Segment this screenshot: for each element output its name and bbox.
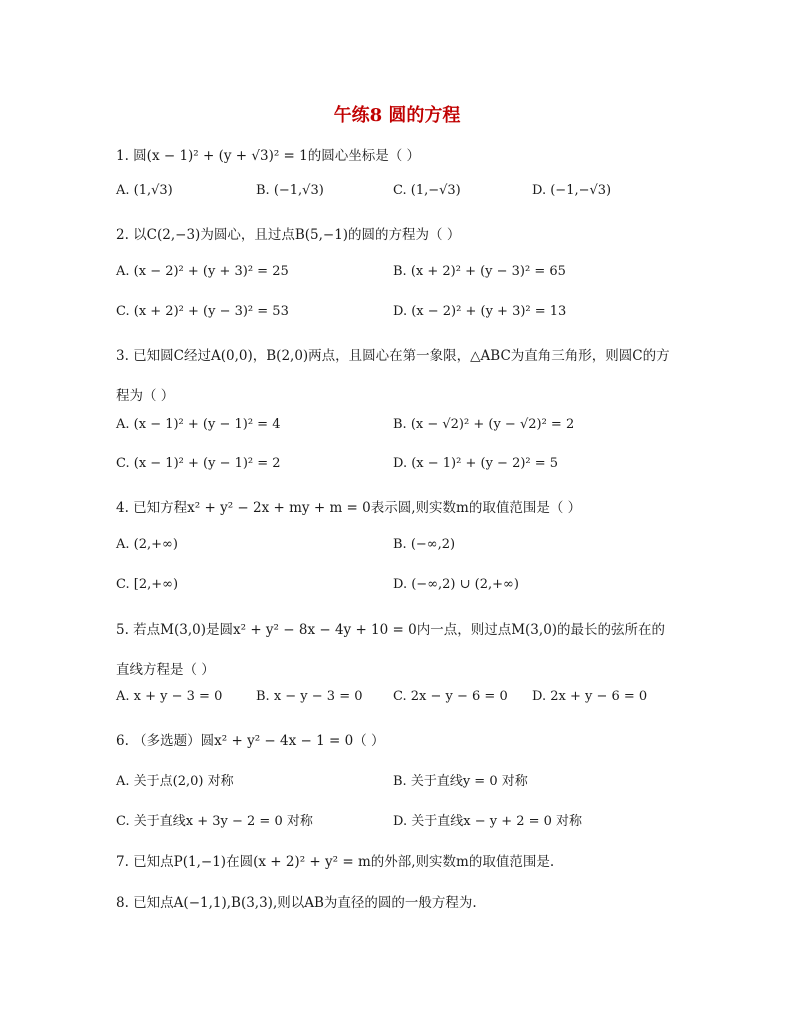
question-3-stem-line-1: 3. 已知圆C经过A(0,0)，B(2,0)两点，且圆心在第一象限，△ABC为直角三角形，则圆C的方 [116,348,670,364]
question-1-option-c: C. (1,−√3) [393,183,461,198]
question-3-option-b: B. (x − √2)² + (y − √2)² = 2 [393,417,575,432]
question-5-option-d: D. 2x + y − 6 = 0 [532,689,648,704]
question-6-option-b: B. 关于直线y = 0 对称 [393,774,528,789]
question-4-option-c: C. [2,+∞) [116,577,179,592]
question-2-option-c: C. (x + 2)² + (y − 3)² = 53 [116,304,289,319]
question-1-option-a: A. (1,√3) [116,183,173,198]
question-3-option-d: D. (x − 1)² + (y − 2)² = 5 [393,456,559,471]
question-6-option-a: A. 关于点(2,0) 对称 [116,774,234,789]
question-5-stem-line-1: 5. 若点M(3,0)是圆x² + y² − 8x − 4y + 10 = 0内一点，则过点M(3,0)的最长的弦所在的 [116,622,666,638]
question-7-stem: 7. 已知点P(1,−1)在圆(x + 2)² + y² = m的外部,则实数m的取值范围是. [116,854,555,870]
question-2-stem: 2. 以C(2,−3)为圆心，且过点B(5,−1)的圆的方程为（ ） [116,227,461,243]
question-3-stem-line-2: 程为（ ） [116,388,175,404]
question-4-stem: 4. 已知方程x² + y² − 2x + my + m = 0表示圆,则实数m的取值范围是（ ） [116,500,582,516]
question-2-option-b: B. (x + 2)² + (y − 3)² = 65 [393,264,566,279]
question-4-option-a: A. (2,+∞) [116,537,178,552]
question-4-option-b: B. (−∞,2) [393,537,456,552]
question-5-option-a: A. x + y − 3 = 0 [116,689,223,704]
question-3-option-a: A. (x − 1)² + (y − 1)² = 4 [116,417,281,432]
question-4-option-d: D. (−∞,2) ∪ (2,+∞) [393,577,519,592]
question-5-option-b: B. x − y − 3 = 0 [256,689,363,704]
question-3-option-c: C. (x − 1)² + (y − 1)² = 2 [116,456,281,471]
question-2-option-a: A. (x − 2)² + (y + 3)² = 25 [116,264,289,279]
question-8-stem: 8. 已知点A(−1,1),B(3,3),则以AB为直径的圆的一般方程为. [116,895,477,911]
question-5-stem-line-2: 直线方程是（ ） [116,662,215,678]
question-6-stem: 6. （多选题）圆x² + y² − 4x − 1 = 0（ ） [116,733,385,749]
page-title: 午练8 圆的方程 [333,105,461,126]
question-6-option-c: C. 关于直线x + 3y − 2 = 0 对称 [116,814,313,829]
question-1-option-d: D. (−1,−√3) [532,183,612,198]
question-2-option-d: D. (x − 2)² + (y + 3)² = 13 [393,304,567,319]
question-1-option-b: B. (−1,√3) [256,183,324,198]
question-5-option-c: C. 2x − y − 6 = 0 [393,689,508,704]
question-1-stem: 1. 圆(x − 1)² + (y + √3)² = 1的圆心坐标是（ ） [116,148,421,164]
question-6-option-d: D. 关于直线x − y + 2 = 0 对称 [393,814,583,829]
